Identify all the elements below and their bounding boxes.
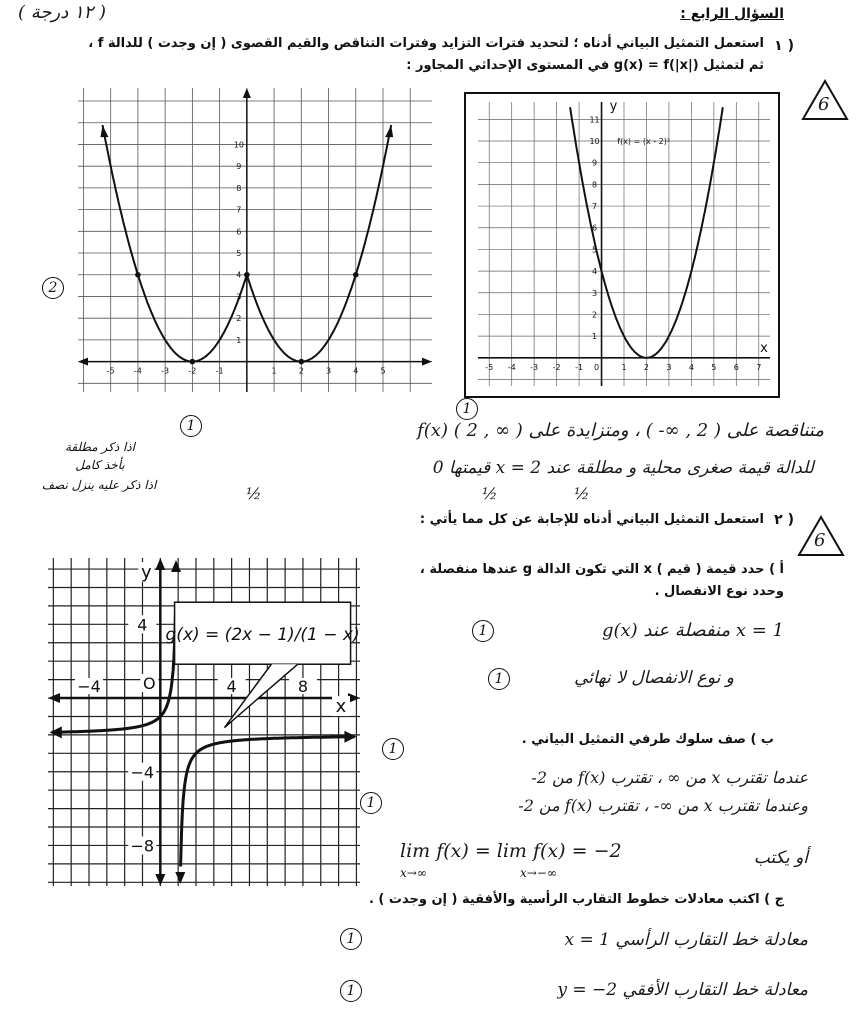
x-tick-label: -5 bbox=[106, 366, 115, 376]
x-tick-label: 3 bbox=[325, 366, 332, 376]
limit-expression: lim f(x) = lim f(x) = −2 bbox=[400, 840, 622, 862]
y-tick-label: 9 bbox=[236, 162, 242, 172]
limit-sub-2: x→−∞ bbox=[520, 866, 557, 880]
part-a-prompt1: أ ) حدد قيمة ( قيم ) x التي تكون الدالة g عندها منفصلة ، bbox=[419, 562, 784, 577]
y-axis-label: y bbox=[609, 99, 618, 114]
y-tick-label: 7 bbox=[591, 202, 598, 212]
y-tick-label: −4 bbox=[130, 762, 155, 782]
y-axis-label: y bbox=[140, 562, 152, 583]
x-tick-label: -4 bbox=[507, 362, 516, 372]
y-tick-label: 6 bbox=[236, 227, 242, 237]
x-tick-label: 8 bbox=[297, 677, 309, 697]
x-tick-label: -3 bbox=[530, 362, 539, 372]
y-tick-label: 6 bbox=[591, 223, 598, 233]
half-mark-2: ½ bbox=[482, 484, 498, 503]
part-a-answer2: و نوع الانفصال لا نهائي bbox=[574, 668, 734, 688]
graph-f-parabola bbox=[464, 92, 780, 398]
graph-g-abs bbox=[74, 84, 436, 398]
part-b-mark1: 1 bbox=[382, 738, 404, 760]
y-tick-label: 7 bbox=[236, 205, 242, 215]
y-tick-label: 1 bbox=[591, 332, 598, 342]
side-note-1: اذا ذكر مطلقة bbox=[64, 440, 136, 454]
curve-arrow bbox=[101, 125, 109, 137]
x-tick-label: 5 bbox=[380, 366, 386, 376]
side-note-3: اذا ذكر عليه ينزل نصف bbox=[41, 478, 157, 492]
part-c-mark1: 1 bbox=[340, 928, 362, 950]
curve-arrow bbox=[385, 125, 393, 137]
x-tick-label: -2 bbox=[188, 366, 197, 376]
x-tick-label: 0 bbox=[593, 362, 600, 372]
x-axis-arrow-left bbox=[78, 358, 88, 366]
part-b-answer2: وعندما تقترب x من ∞- ، تقترب f(x) من 2- bbox=[518, 796, 808, 815]
x-tick-label: 4 bbox=[353, 366, 359, 376]
part-a-mark2: 1 bbox=[488, 668, 510, 690]
half-mark-1: ½ bbox=[246, 484, 262, 503]
q2-prompt: استعمل التمثيل البياني أدناه للإجابة عن كل مما يأتي : bbox=[419, 512, 764, 527]
part-c-answer1: معادلة خط التقارب الرأسي x = 1 bbox=[564, 930, 808, 950]
x-tick-label: 4 bbox=[688, 362, 694, 372]
x-tick-label: -1 bbox=[575, 362, 584, 372]
plotted-point bbox=[244, 272, 250, 278]
y-tick-label: 2 bbox=[236, 314, 242, 324]
x-tick-label: -4 bbox=[133, 366, 142, 376]
x-tick-label: 4 bbox=[226, 677, 237, 697]
part-a-mark1: 1 bbox=[472, 620, 494, 642]
x-axis-label: x bbox=[335, 696, 347, 718]
graph-rational bbox=[44, 554, 364, 890]
q1-line2: ثم لتمثيل g(x) = f(|x|) في المستوى الإحداثي المجاور : bbox=[406, 58, 764, 73]
part-c-mark2: 1 bbox=[340, 980, 362, 1002]
q1-answer-line1: f(x) متناقصة على ( 2 , ∞- ) ، ومتزايدة على ( ∞ , 2 ) bbox=[417, 420, 824, 441]
y-tick-label: 11 bbox=[589, 115, 600, 125]
x-tick-label: 5 bbox=[711, 362, 717, 372]
x-tick-label: 6 bbox=[733, 362, 739, 372]
y-tick-label: 4 bbox=[137, 615, 148, 635]
curve-arrow bbox=[344, 731, 356, 743]
x-tick-label: −4 bbox=[77, 677, 101, 697]
x-tick-label: 1 bbox=[621, 362, 627, 372]
answer-mark-a: 1 bbox=[180, 415, 202, 437]
y-tick-label: 3 bbox=[591, 288, 598, 298]
q1-circle-mark: 2 bbox=[42, 277, 64, 299]
x-tick-label: 2 bbox=[298, 366, 304, 376]
plotted-point bbox=[353, 272, 359, 278]
formula-text: g(x) = (2x − 1)/(1 − x) bbox=[165, 625, 360, 646]
side-note-2: بأخذ كامل bbox=[75, 458, 125, 472]
q1-line1: استعمل التمثيل البياني أدناه ؛ لتحديد فترات التزايد وفترات التناقص والقيم القصوى ( إن وجدت ) للدالة f ، bbox=[88, 36, 764, 51]
x-tick-label: -1 bbox=[215, 366, 224, 376]
x-tick-label: -3 bbox=[161, 366, 170, 376]
x-axis-arrow-right bbox=[422, 358, 432, 366]
part-b-prompt: ب ) صف سلوك طرفي التمثيل البياني . bbox=[521, 732, 774, 747]
x-tick-label: 7 bbox=[756, 362, 762, 372]
y-tick-label: 8 bbox=[591, 180, 598, 190]
left-branch bbox=[52, 603, 176, 732]
plotted-point bbox=[298, 359, 304, 365]
y-tick-label: −8 bbox=[130, 836, 155, 856]
q2-number: ٢ ) bbox=[774, 512, 794, 528]
half-mark-3: ½ bbox=[574, 484, 590, 503]
y-tick-label: 10 bbox=[233, 140, 244, 150]
x-tick-label: -5 bbox=[485, 362, 494, 372]
y-axis-arrow-up bbox=[155, 558, 165, 570]
y-axis-arrow-down bbox=[155, 874, 165, 886]
limit-sub-1: x→∞ bbox=[400, 866, 427, 880]
plotted-point bbox=[135, 272, 141, 278]
y-tick-label: 5 bbox=[236, 249, 242, 259]
part-c-prompt: ج ) اكتب معادلات خطوط التقارب الرأسية والأفقية ( إن وجدت ) . bbox=[368, 892, 784, 907]
part-b-answer1: عندما تقترب x من ∞ ، تقترب f(x) من 2- bbox=[531, 768, 808, 787]
q1-number: ١ ) bbox=[774, 38, 794, 54]
x-tick-label: 2 bbox=[643, 362, 650, 372]
x-axis-label: x bbox=[760, 340, 768, 356]
x-tick-label: -2 bbox=[552, 362, 561, 372]
part-a-answer1: g(x) منفصلة عند x = 1 bbox=[601, 620, 784, 641]
q2-tri-mark: 6 bbox=[814, 530, 826, 551]
curve-arrow bbox=[171, 560, 181, 572]
marks-note: ( ١٢ درجة ) bbox=[18, 2, 107, 23]
y-tick-label: 1 bbox=[236, 335, 242, 345]
origin-label: O bbox=[143, 674, 156, 694]
y-tick-label: 3 bbox=[236, 292, 242, 302]
x-tick-label: 1 bbox=[271, 366, 277, 376]
part-a-prompt2: وحدد نوع الانفصال . bbox=[654, 584, 784, 599]
function-label: f(x) = (x - 2)² bbox=[617, 137, 671, 147]
part-b-alt-prefix: أو يكتب bbox=[753, 848, 808, 868]
y-tick-label: 8 bbox=[236, 183, 242, 193]
part-c-answer2: معادلة خط التقارب الأفقي y = −2 bbox=[557, 980, 808, 1000]
y-tick-label: 4 bbox=[591, 267, 598, 277]
plotted-point bbox=[190, 359, 196, 365]
y-axis-arrow bbox=[243, 88, 251, 98]
section-title: السؤال الرابع : bbox=[680, 6, 784, 22]
x-tick-label: 3 bbox=[666, 362, 672, 372]
curve-arrow bbox=[50, 726, 62, 738]
q1-answer-line2: للدالة قيمة صغرى محلية و مطلقة عند x = 2 قيمتها 0 bbox=[432, 458, 814, 478]
y-tick-label: 2 bbox=[591, 310, 598, 320]
part-b-mark2: 1 bbox=[360, 792, 382, 814]
q1-tri-mark: 6 bbox=[818, 94, 830, 115]
y-tick-label: 9 bbox=[591, 158, 598, 168]
y-tick-label: 5 bbox=[591, 245, 598, 255]
y-tick-label: 10 bbox=[589, 137, 600, 147]
answer-mark-b: 1 bbox=[456, 398, 478, 420]
x-axis-arrow-left bbox=[48, 693, 60, 703]
y-tick-label: 4 bbox=[236, 270, 242, 280]
